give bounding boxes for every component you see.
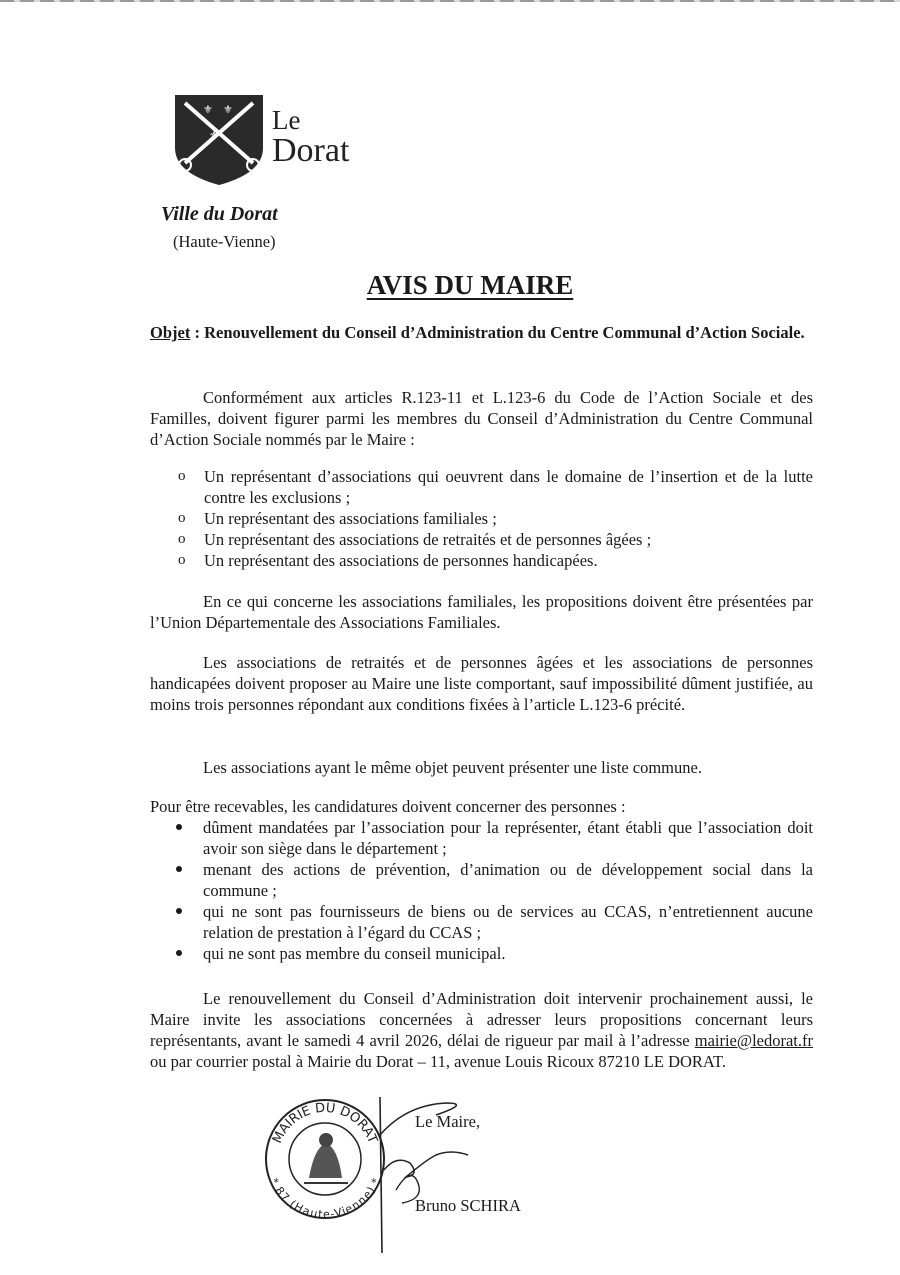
region: (Haute-Vienne) xyxy=(173,232,276,251)
page-title: AVIS DU MAIRE xyxy=(366,270,574,300)
logo-line-1: Le xyxy=(272,105,301,135)
list-item: o Un représentant des associations familiales ; xyxy=(178,509,497,528)
stamp-bottom-text: * 87 (Haute-Vienne) * xyxy=(267,1176,383,1220)
list-item: qui ne sont pas membre du conseil municipal. xyxy=(150,943,813,964)
list-item: qui ne sont pas fournisseurs de biens ou de services au CCAS, n’entretiennent aucune relation de prestation à l’égard du CCAS ; xyxy=(150,901,813,943)
scan-edge xyxy=(0,0,900,2)
list-item: o Un représentant d’associations qui oeuvrent dans le domaine de l’insertion et de la lutte contre les exclusions ; xyxy=(178,467,813,507)
svg-text:⚜: ⚜ xyxy=(203,103,213,116)
list-item: o Un représentant des associations de retraités et de personnes âgées ; xyxy=(178,530,652,549)
conditions-list xyxy=(150,817,813,964)
svg-text:⚜: ⚜ xyxy=(223,103,233,116)
signature-name: Bruno SCHIRA xyxy=(415,1196,521,1215)
paragraph-closing: Le renouvellement du Conseil d’Administration doit intervenir prochainement aussi, le Maire invite les associations concernées à adresser leurs propositions concernant leurs représentants, avant le samedi 4 avril 2026, délai de rigueur par mail à l’adresse mairie@ledorat.fr ou par courrier postal à Mairie du Dorat – 11, avenue Louis Ricoux 87210 LE DORAT. xyxy=(150,989,813,1071)
signature-role: Le Maire, xyxy=(415,1112,481,1131)
logo-line-2: Dorat xyxy=(272,132,350,169)
svg-text:⚜: ⚜ xyxy=(209,129,219,142)
town-name: Ville du Dorat xyxy=(161,203,278,225)
list-item: menant des actions de prévention, d’animation ou de développement social dans la commune ; xyxy=(150,859,813,901)
paragraph-commune: Les associations ayant le même objet peuvent présenter une liste commune. xyxy=(203,758,702,777)
representants-list xyxy=(150,466,813,571)
email-link[interactable]: mairie@ledorat.fr xyxy=(694,1031,813,1050)
list-item: o Un représentant des associations de personnes handicapées. xyxy=(178,551,598,570)
stamp-top-text: MAIRIE DU DORAT xyxy=(270,1100,380,1146)
objet: Objet : Renouvellement du Conseil d’Administration du Centre Communal d’Action Sociale. xyxy=(150,323,805,342)
objet-label: Objet xyxy=(150,323,191,342)
paragraph-intro: Conformément aux articles R.123-11 et L.123-6 du Code de l’Action Sociale et des Familles, doivent figurer parmi les membres du Conseil d’Administration du Centre Communal d’Action Sociale nommés par le Maire : xyxy=(150,388,813,449)
paragraph-familiales: En ce qui concerne les associations familiales, les propositions doivent être présentées par l’Union Départementale des Associations Familiales. xyxy=(150,592,813,632)
objet-text: Renouvellement du Conseil d’Administration du Centre Communal d’Action Sociale. xyxy=(204,323,805,342)
paragraph-recevables: Pour être recevables, les candidatures doivent concerner des personnes : xyxy=(150,797,626,816)
mairie-stamp xyxy=(264,1098,386,1220)
logo-wordmark xyxy=(272,106,349,168)
paragraph-retraites: Les associations de retraités et de personnes âgées et les associations de personnes handicapées doivent proposer au Maire une liste comportant, sauf impossibilité dûment justifiée, au moins trois personnes répondant aux conditions fixées à l’article L.123-6 précité. xyxy=(150,653,813,714)
list-item: dûment mandatées par l’association pour la représenter, étant établi que l’association doit avoir son siège dans le département ; xyxy=(150,817,813,859)
